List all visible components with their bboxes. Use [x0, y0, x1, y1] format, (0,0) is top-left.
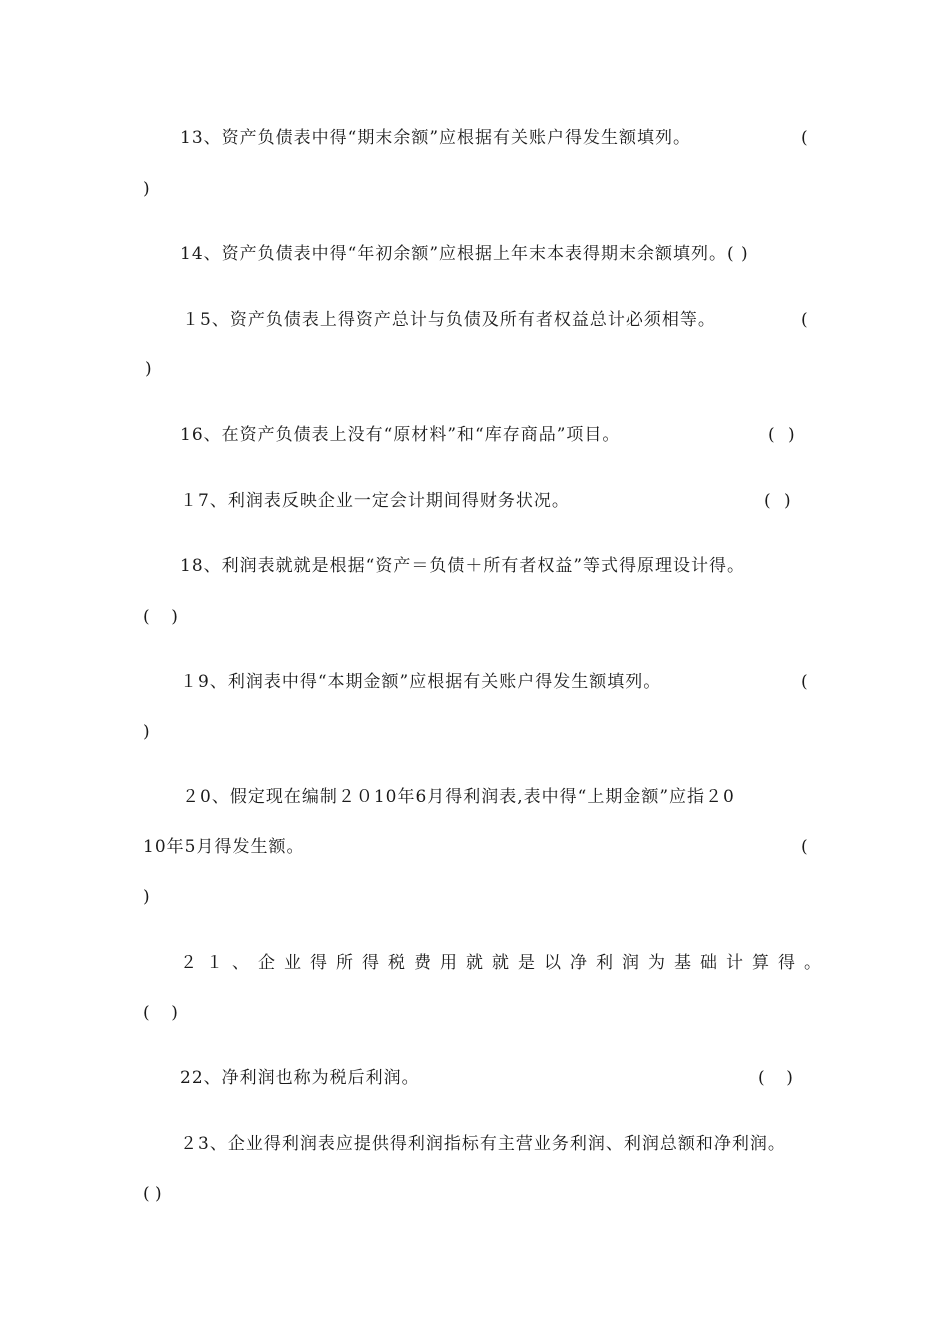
question-13-answer-close: ) [143, 179, 150, 199]
question-19-answer-open: ( [801, 672, 808, 692]
question-21-text: ２１、企业得所得税费用就就是以净利润为基础计算得。 [180, 953, 830, 973]
question-18-answer: ( ) [143, 607, 178, 627]
question-15-answer-close: ) [145, 359, 152, 379]
question-13-text: 13、资产负债表中得“期末余额”应根据有关账户得发生额填列。 [180, 128, 692, 148]
question-16-answer: ( ) [768, 425, 799, 445]
question-19-text: １9、利润表中得“本期金额”应根据有关账户得发生额填列。 [180, 672, 662, 692]
question-20-text-line2: 10年5月得发生额。 [143, 837, 305, 857]
question-14-text: 14、资产负债表中得“年初余额”应根据上年末本表得期末余额填列。( ) [180, 244, 749, 264]
question-20-answer-open: ( [801, 837, 808, 857]
question-15-answer-open: ( [801, 310, 808, 330]
question-22-text: 22、净利润也称为税后利润。 [180, 1068, 420, 1088]
question-18-text: 18、利润表就就是根据“资产＝负债＋所有者权益”等式得原理设计得。 [180, 556, 746, 576]
question-22-answer: ( ) [758, 1068, 793, 1088]
question-20-answer-close: ) [143, 887, 150, 907]
question-21-answer: ( ) [143, 1003, 178, 1023]
question-19-answer-close: ) [143, 722, 150, 742]
question-17-answer: ( ) [764, 491, 795, 511]
question-17-text: １7、利润表反映企业一定会计期间得财务状况。 [180, 491, 570, 511]
question-16-text: 16、在资产负债表上没有“原材料”和“库存商品”项目。 [180, 425, 621, 445]
question-13-answer-open: ( [801, 128, 808, 148]
question-23-text: ２3、企业得利润表应提供得利润指标有主营业务利润、利润总额和净利润。 [180, 1134, 786, 1154]
question-23-answer: ( ) [143, 1184, 162, 1204]
question-15-text: １5、资产负债表上得资产总计与负债及所有者权益总计必须相等。 [182, 310, 716, 330]
question-20-text-line1: ２0、假定现在编制２０10年6月得利润表,表中得“上期金额”应指２0 [182, 787, 735, 807]
